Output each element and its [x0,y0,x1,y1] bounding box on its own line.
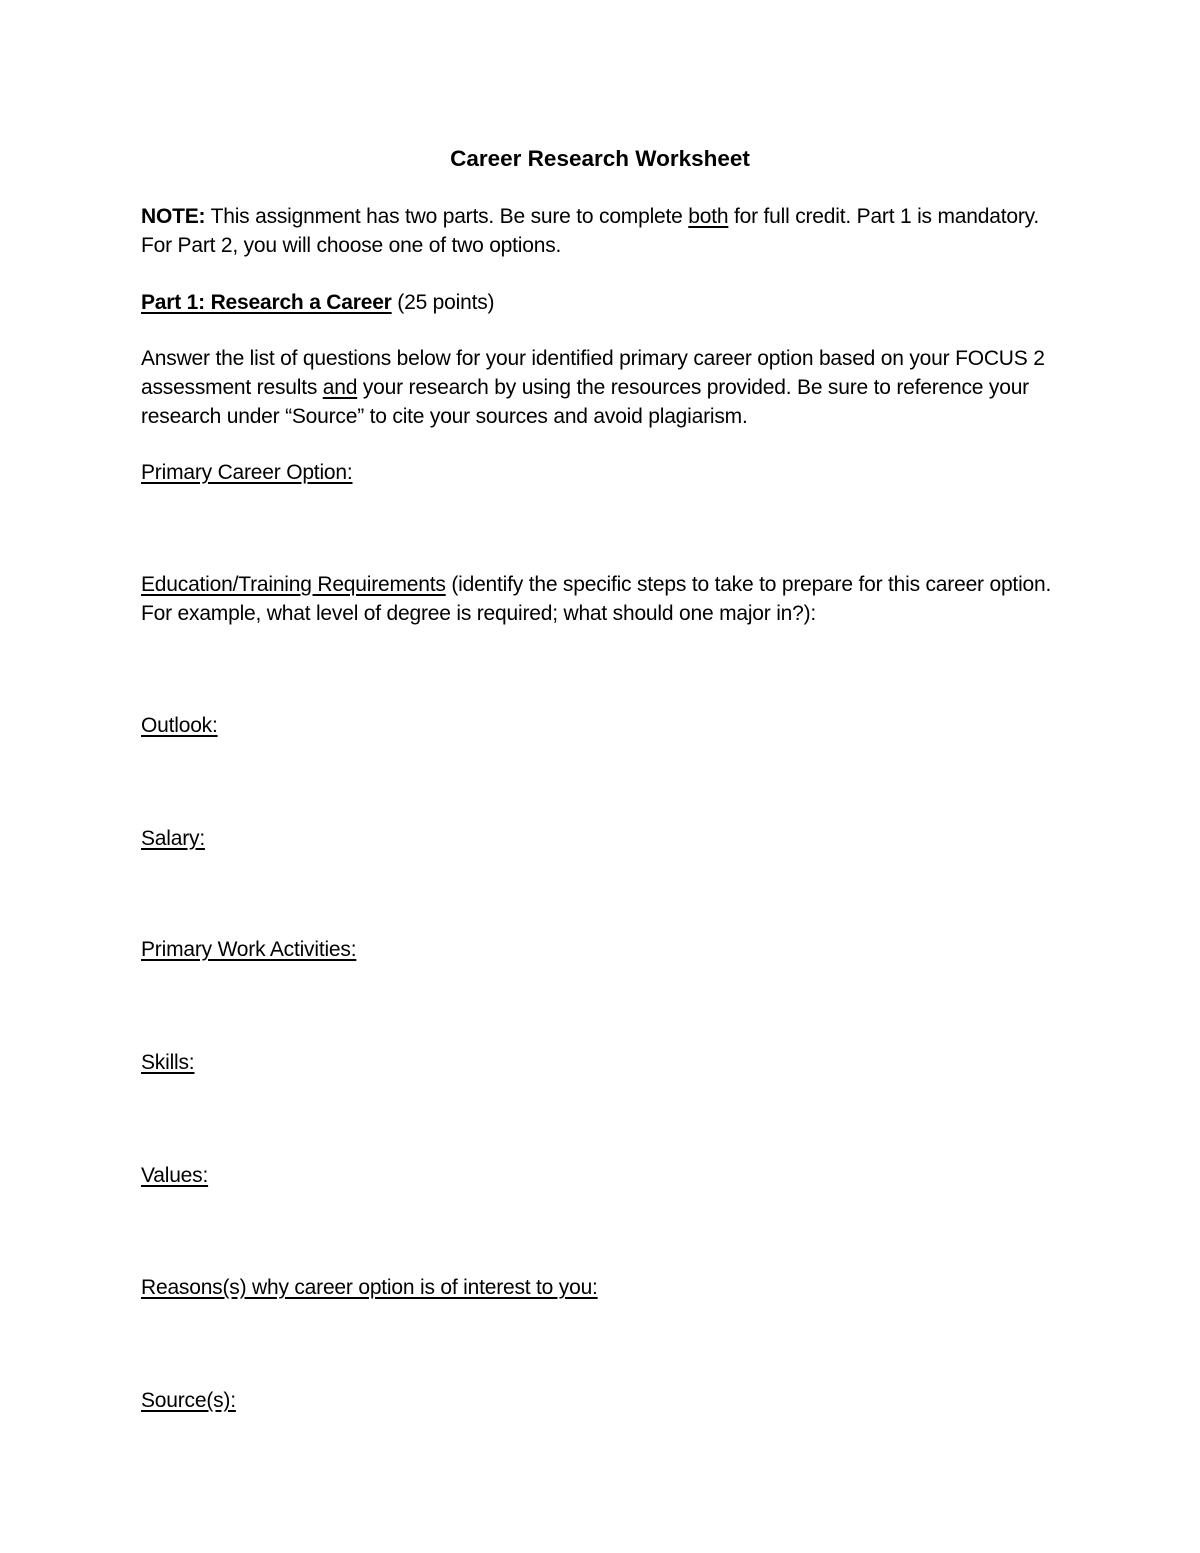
field-salary: Salary: [141,827,205,850]
instructions-text-after: your research by using the resources provided. Be sure to reference your research under “Source” to cite your sources and avoid plagiarism. [141,376,1029,428]
field-primary-career-option: Primary Career Option: [141,461,353,484]
note-text-before: This assignment has two parts. Be sure to complete [205,205,689,228]
field-values: Values: [141,1164,209,1187]
education-hint: (identify the specific steps to take to prepare for this career option. For example, what level of degree is required; what should one major in?): [141,573,1052,625]
instructions-paragraph [141,344,1056,431]
field-primary-work-activities: Primary Work Activities: [141,938,357,961]
note-emphasis: both [688,205,729,228]
education-label: Education/Training Requirements [141,573,446,596]
part1-heading: Part 1: Research a Career [141,291,392,314]
field-education-training [141,570,1056,628]
part1-points: (25 points) [391,291,495,314]
page-title: Career Research Worksheet [450,146,750,171]
field-skills: Skills: [141,1051,195,1074]
instructions-emphasis: and [322,376,358,399]
note-text-after: for full credit. Part 1 is mandatory. For Part 2, you will choose one of two options. [141,205,1039,257]
instructions-text-before: Answer the list of questions below for your identified primary career option based on your FOCUS 2 assessment results [141,347,1045,399]
field-reasons: Reasons(s) why career option is of interest to you: [141,1276,598,1299]
field-outlook: Outlook: [141,714,218,737]
part1-heading-line [141,288,1056,317]
field-sources: Source(s): [141,1389,236,1412]
note-label: NOTE: [141,205,206,228]
note-paragraph [141,202,1056,260]
